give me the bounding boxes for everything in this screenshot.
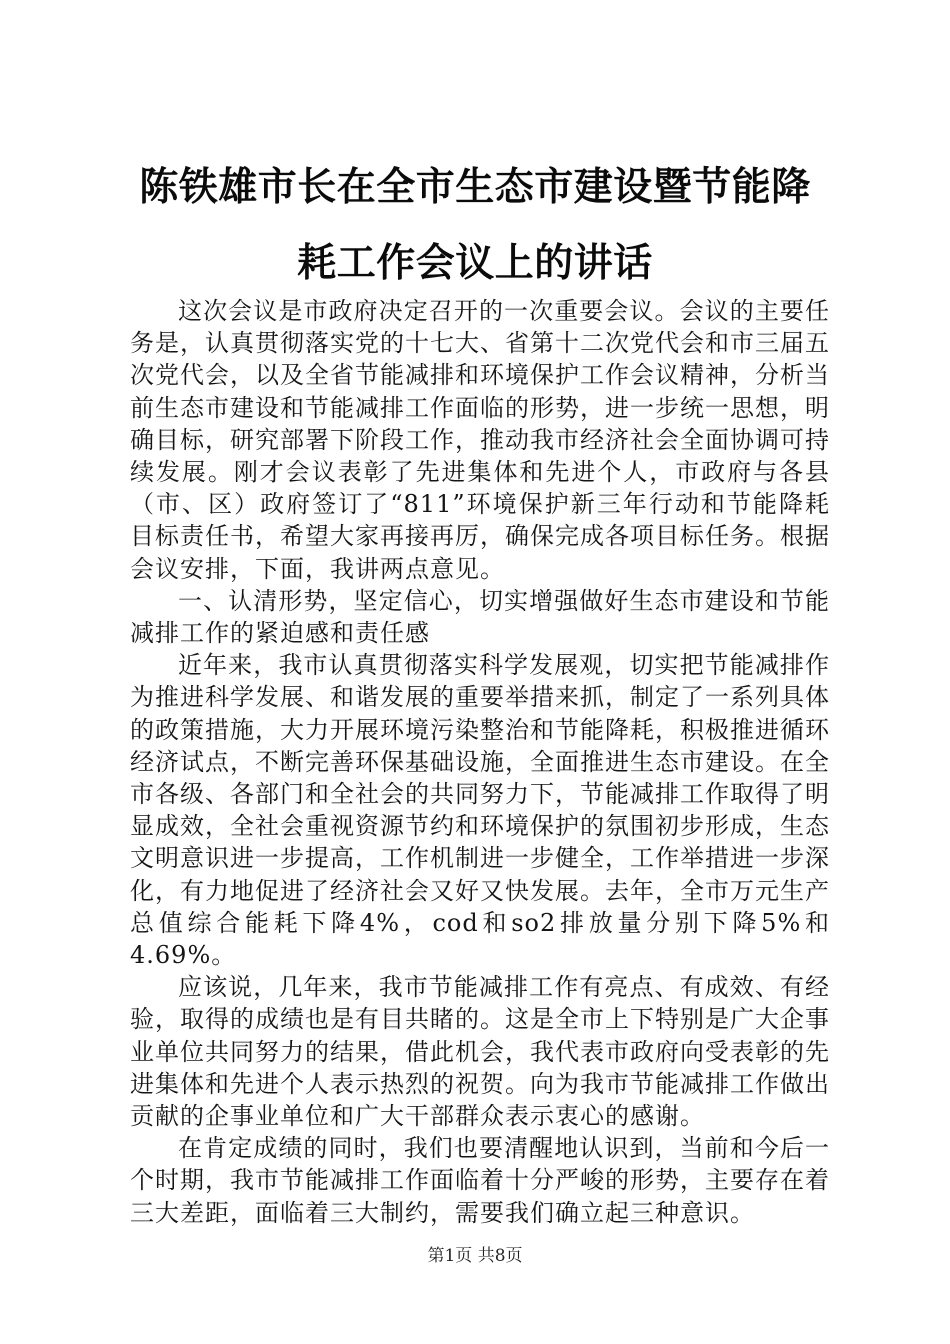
paragraph: 应该说，几年来，我市节能减排工作有亮点、有成效、有经验，取得的成绩也是有目共睹的。这是全市上下特别是广大企事业单位共同努力的结果，借此机会，我代表市政府向受表彰的先进集体和先进个人表示热烈的祝贺。向为我市节能减排工作做出贡献的企事业单位和广大干部群众表示衷心的感谢。	[130, 973, 830, 1131]
paragraph: 近年来，我市认真贯彻落实科学发展观，切实把节能减排作为推进科学发展、和谐发展的重要举措来抓，制定了一系列具体的政策措施，大力开展环境污染整治和节能降耗，积极推进循环经济试点，不断完善环保基础设施，全面推进生态市建设。在全市各级、各部门和全社会的共同努力下，节能减排工作取得了明显成效，全社会重视资源节约和环境保护的氛围初步形成，生态文明意识进一步提高，工作机制进一步健全，工作举措进一步深化，有力地促进了经济社会又好又快发展。去年，全市万元生产总值综合能耗下降4%，cod和so2排放量分别下降5%和4.69%。	[130, 651, 830, 970]
section-heading: 一、认清形势，坚定信心，切实增强做好生态市建设和节能减排工作的紧迫感和责任感	[130, 586, 830, 648]
page-number-footer: 第1页 共8页	[427, 1246, 523, 1266]
document-title: 陈铁雄市长在全市生态市建设暨节能降耗工作会议上的讲话	[139, 165, 811, 286]
document-body	[130, 295, 830, 1229]
paragraph: 这次会议是市政府决定召开的一次重要会议。会议的主要任务是，认真贯彻落实党的十七大、省第十二次党代会和市三届五次党代会，以及全省节能减排和环境保护工作会议精神，分析当前生态市建设和节能减排工作面临的形势，进一步统一思想，明确目标，研究部署下阶段工作，推动我市经济社会全面协调可持续发展。刚才会议表彰了先进集体和先进个人，市政府与各县（市、区）政府签订了“811”环境保护新三年行动和节能降耗目标责任书，希望大家再接再厉，确保完成各项目标任务。根据会议安排，下面，我讲两点意见。	[130, 297, 830, 583]
paragraph: 在肯定成绩的同时，我们也要清醒地认识到，当前和今后一个时期，我市节能减排工作面临着十分严峻的形势，主要存在着三大差距，面临着三大制约，需要我们确立起三种意识。	[130, 1134, 830, 1227]
